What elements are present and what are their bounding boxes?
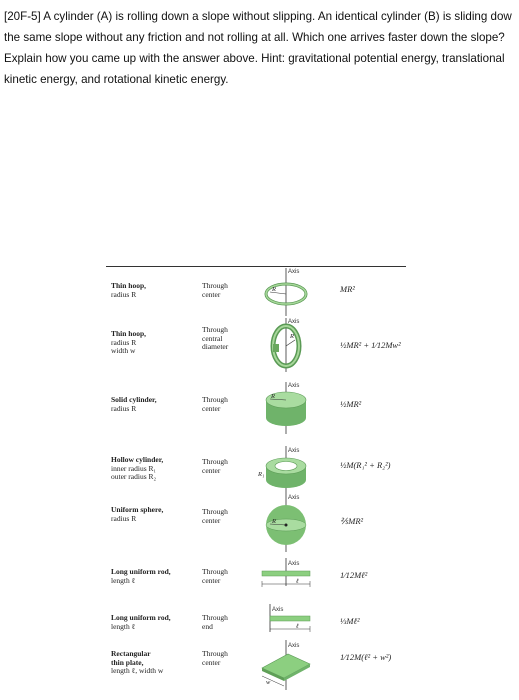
radius-label: R: [272, 286, 276, 293]
rectangular-plate-icon: [256, 640, 316, 692]
object-description: [111, 614, 171, 631]
axis-line: center: [202, 289, 221, 299]
thin-hoop-icon: [256, 262, 316, 318]
axis-label: Axis: [288, 383, 300, 389]
axis-line: center: [202, 465, 221, 475]
axis-description: [202, 614, 228, 631]
object-description: [111, 506, 163, 523]
axis-line: Through: [202, 649, 228, 658]
axis-line: Through: [202, 325, 228, 334]
hollow-cylinder-icon: [256, 446, 316, 496]
object-description: [111, 396, 157, 413]
formula: ½MR²: [340, 399, 362, 409]
thin-hoop-diameter-icon: [256, 316, 316, 374]
axis-description: [202, 282, 228, 299]
formula: ⅓Mℓ²: [340, 616, 360, 626]
object-description: [111, 650, 163, 676]
moment-of-inertia-table: [106, 260, 406, 700]
question-line-2: the same slope without any friction and not rolling at all. Which one arrives faster down the slope?: [4, 31, 505, 44]
object-name: Thin hoop,: [111, 329, 147, 338]
axis-label: Axis: [288, 495, 300, 501]
rod-end-icon: [256, 604, 316, 638]
formula: 1⁄12Mℓ²: [340, 570, 368, 580]
axis-line: center: [202, 575, 221, 585]
object-detail: radius R: [111, 289, 137, 299]
axis-label: Axis: [272, 607, 284, 613]
object-name: Long uniform rod,: [111, 567, 171, 576]
formula: ½MR² + 1⁄12Mw²: [340, 340, 401, 350]
radius-label: R: [272, 518, 276, 525]
object-name: Hollow cylinder,: [111, 455, 164, 464]
object-description: [111, 568, 171, 585]
object-detail: length ℓ: [111, 575, 136, 585]
axis-label: Axis: [288, 561, 300, 567]
object-name: Solid cylinder,: [111, 395, 157, 404]
object-detail: thin plate,: [111, 657, 144, 667]
object-detail: inner radius R₁: [111, 463, 157, 473]
axis-description: [202, 568, 228, 585]
axis-line: center: [202, 403, 221, 413]
object-name: Long uniform rod,: [111, 613, 171, 622]
axis-line: Through: [202, 395, 228, 404]
question-text: [4, 6, 516, 90]
axis-line: center: [202, 515, 221, 525]
object-detail: width w: [111, 346, 136, 355]
length-label: ℓ: [296, 623, 299, 630]
uniform-sphere-icon: [256, 492, 316, 554]
formula: ½M(R₁² + R₂²): [340, 460, 391, 470]
axis-label: Axis: [288, 448, 300, 454]
radius-label: R: [290, 333, 294, 340]
object-detail: length ℓ, width w: [111, 666, 164, 675]
axis-line: Through: [202, 457, 228, 466]
formula: 1⁄12M(ℓ² + w²): [340, 652, 392, 662]
axis-line: Through: [202, 613, 228, 622]
axis-line: Through: [202, 507, 228, 516]
axis-label: Axis: [288, 269, 300, 275]
object-description: [111, 330, 146, 356]
axis-line: Through: [202, 567, 228, 576]
axis-label: Axis: [288, 319, 300, 325]
axis-line: end: [202, 621, 213, 631]
axis-description: [202, 650, 228, 667]
object-name: Rectangular: [111, 649, 151, 658]
object-detail: radius R: [111, 337, 137, 347]
rod-center-icon: [256, 558, 316, 592]
object-description: [111, 282, 146, 299]
object-detail: outer radius R₂: [111, 472, 157, 481]
axis-description: [202, 326, 228, 352]
axis-line: center: [202, 657, 221, 667]
object-detail: radius R: [111, 513, 137, 523]
axis-line: Through: [202, 281, 228, 290]
object-description: [111, 456, 163, 482]
axis-description: [202, 396, 228, 413]
question-line-4: kinetic energy, and rotational kinetic energy.: [4, 73, 229, 86]
question-line-1: [20F-5] A cylinder (A) is rolling down a slope without slipping. An identical cylinder (B) is sliding dow: [4, 10, 512, 23]
length-label: ℓ: [296, 578, 299, 585]
axis-label: Axis: [288, 643, 300, 649]
axis-line: diameter: [202, 342, 229, 351]
axis-description: [202, 508, 228, 525]
object-name: Uniform sphere,: [111, 505, 164, 514]
object-detail: length ℓ: [111, 621, 136, 631]
axis-line: central: [202, 333, 223, 343]
solid-cylinder-icon: [256, 380, 316, 436]
object-name: Thin hoop,: [111, 281, 147, 290]
radius-label: R: [271, 393, 275, 400]
width-label: w: [266, 679, 271, 686]
radius-label: R₁: [258, 471, 265, 478]
formula: MR²: [340, 284, 355, 294]
question-line-3: Explain how you came up with the answer above. Hint: gravitational potential energy, translational: [4, 52, 505, 65]
formula: ⅖MR²: [340, 516, 364, 526]
axis-description: [202, 458, 228, 475]
object-detail: radius R: [111, 403, 137, 413]
